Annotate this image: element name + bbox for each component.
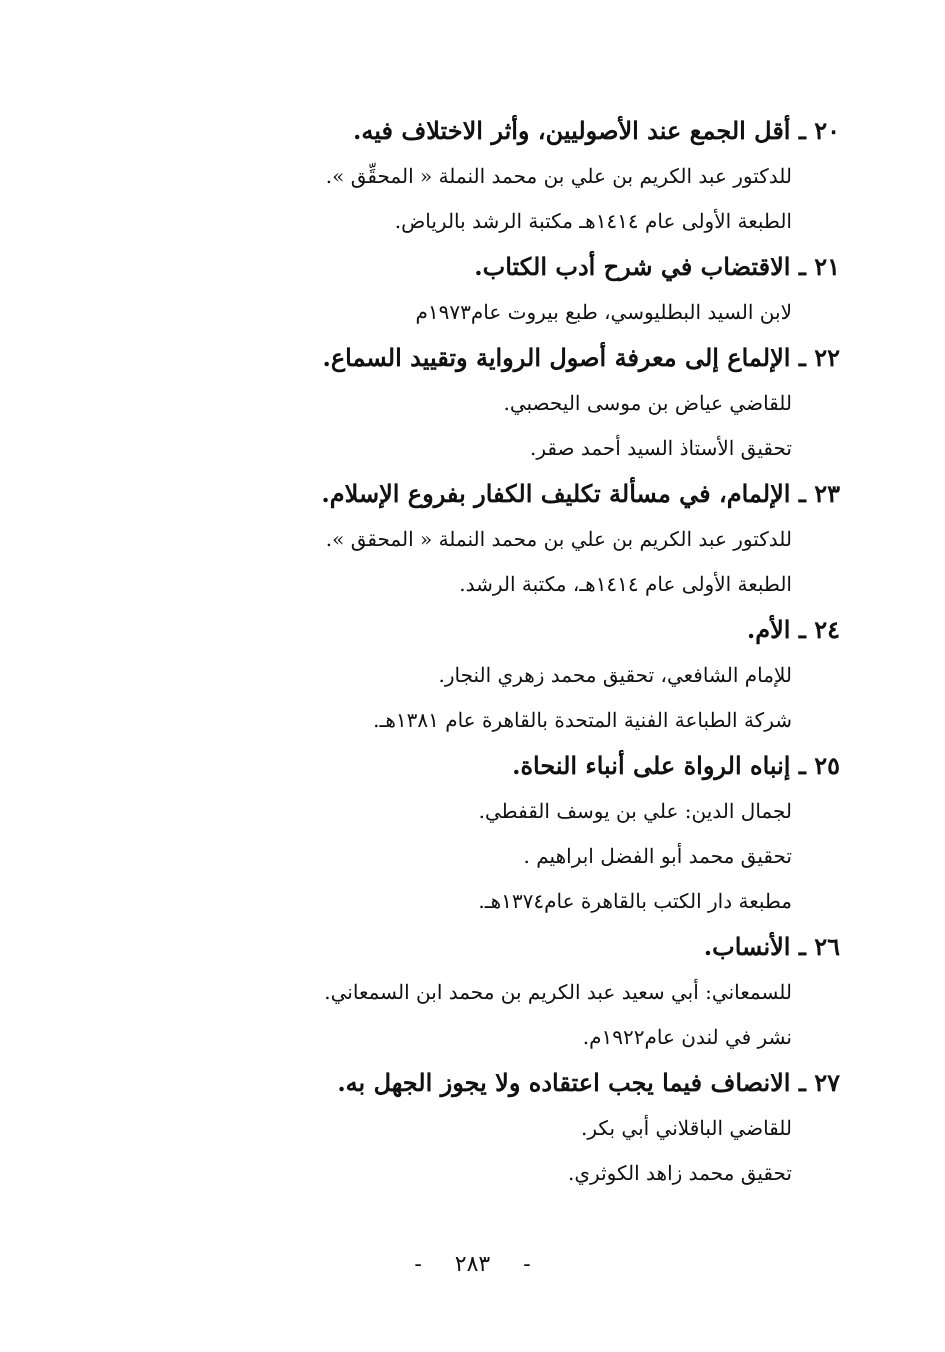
- entry-heading: ٢١ ـ الاقتضاب في شرح أدب الكتاب.: [474, 252, 840, 281]
- entry-detail-line: تحقيق محمد أبو الفضل ابراهيم .: [523, 844, 792, 868]
- entry-detail-line: لجمال الدين: علي بن يوسف القفطي.: [478, 799, 792, 823]
- entry-detail-line: للقاضي عياض بن موسى اليحصبي.: [503, 391, 792, 415]
- bibliography-entry: [220, 924, 840, 1060]
- entry-detail-line: للسمعاني: أبي سعيد عبد الكريم بن محمد ابن السمعاني.: [324, 980, 792, 1004]
- entry-heading: ٢٦ ـ الأنساب.: [703, 932, 840, 961]
- bibliography-entry: [220, 244, 840, 335]
- bibliography-entry: [220, 335, 840, 471]
- bibliography-entry: [220, 471, 840, 607]
- entry-heading: ٢٣ ـ الإلمام، في مسألة تكليف الكفار بفروع الإسلام.: [321, 479, 840, 508]
- entry-detail-line: شركة الطباعة الفنية المتحدة بالقاهرة عام ١٣٨١هـ.: [373, 708, 792, 732]
- entry-detail-line: الطبعة الأولى عام ١٤١٤هـ، مكتبة الرشد.: [459, 572, 792, 596]
- page-number: ٢٨٣: [454, 1252, 491, 1277]
- page-footer: [0, 1252, 945, 1277]
- entry-heading: ٢٢ ـ الإلماع إلى معرفة أصول الرواية وتقييد السماع.: [322, 343, 840, 372]
- bibliography-entry: [220, 1060, 840, 1196]
- footer-dash-right: -: [523, 1252, 531, 1277]
- entry-heading: ٢٥ ـ إنباه الرواة على أنباء النحاة.: [512, 751, 840, 780]
- entry-detail-line: مطبعة دار الكتب بالقاهرة عام١٣٧٤هـ.: [478, 889, 792, 913]
- entry-detail-line: للقاضي الباقلاني أبي بكر.: [581, 1116, 792, 1140]
- entry-detail-line: للدكتور عبد الكريم بن علي بن محمد النملة « المحقق ».: [325, 527, 792, 551]
- entry-heading: ٢٤ ـ الأم.: [746, 615, 840, 644]
- entry-detail-line: للدكتور عبد الكريم بن علي بن محمد النملة « المحقِّق ».: [325, 164, 792, 188]
- bibliography-entry: [220, 607, 840, 743]
- entry-heading: ٢٧ ـ الانصاف فيما يجب اعتقاده ولا يجوز الجهل به.: [337, 1068, 840, 1097]
- entry-detail-line: تحقيق محمد زاهد الكوثري.: [568, 1161, 792, 1185]
- entry-heading: ٢٠ ـ أقل الجمع عند الأصوليين، وأثر الاختلاف فيه.: [353, 116, 840, 145]
- entry-detail-line: لابن السيد البطليوسي، طبع بيروت عام١٩٧٣م: [415, 300, 792, 324]
- footer-dash-left: -: [414, 1252, 422, 1277]
- entry-detail-line: تحقيق الأستاذ السيد أحمد صقر.: [530, 436, 792, 460]
- bibliography-list: [220, 108, 840, 1196]
- entry-detail-line: نشر في لندن عام١٩٢٢م.: [582, 1025, 792, 1049]
- entry-detail-line: للإمام الشافعي، تحقيق محمد زهري النجار.: [438, 663, 792, 687]
- bibliography-entry: [220, 108, 840, 244]
- bibliography-entry: [220, 743, 840, 924]
- entry-detail-line: الطبعة الأولى عام ١٤١٤هـ مكتبة الرشد بالرياض.: [394, 209, 792, 233]
